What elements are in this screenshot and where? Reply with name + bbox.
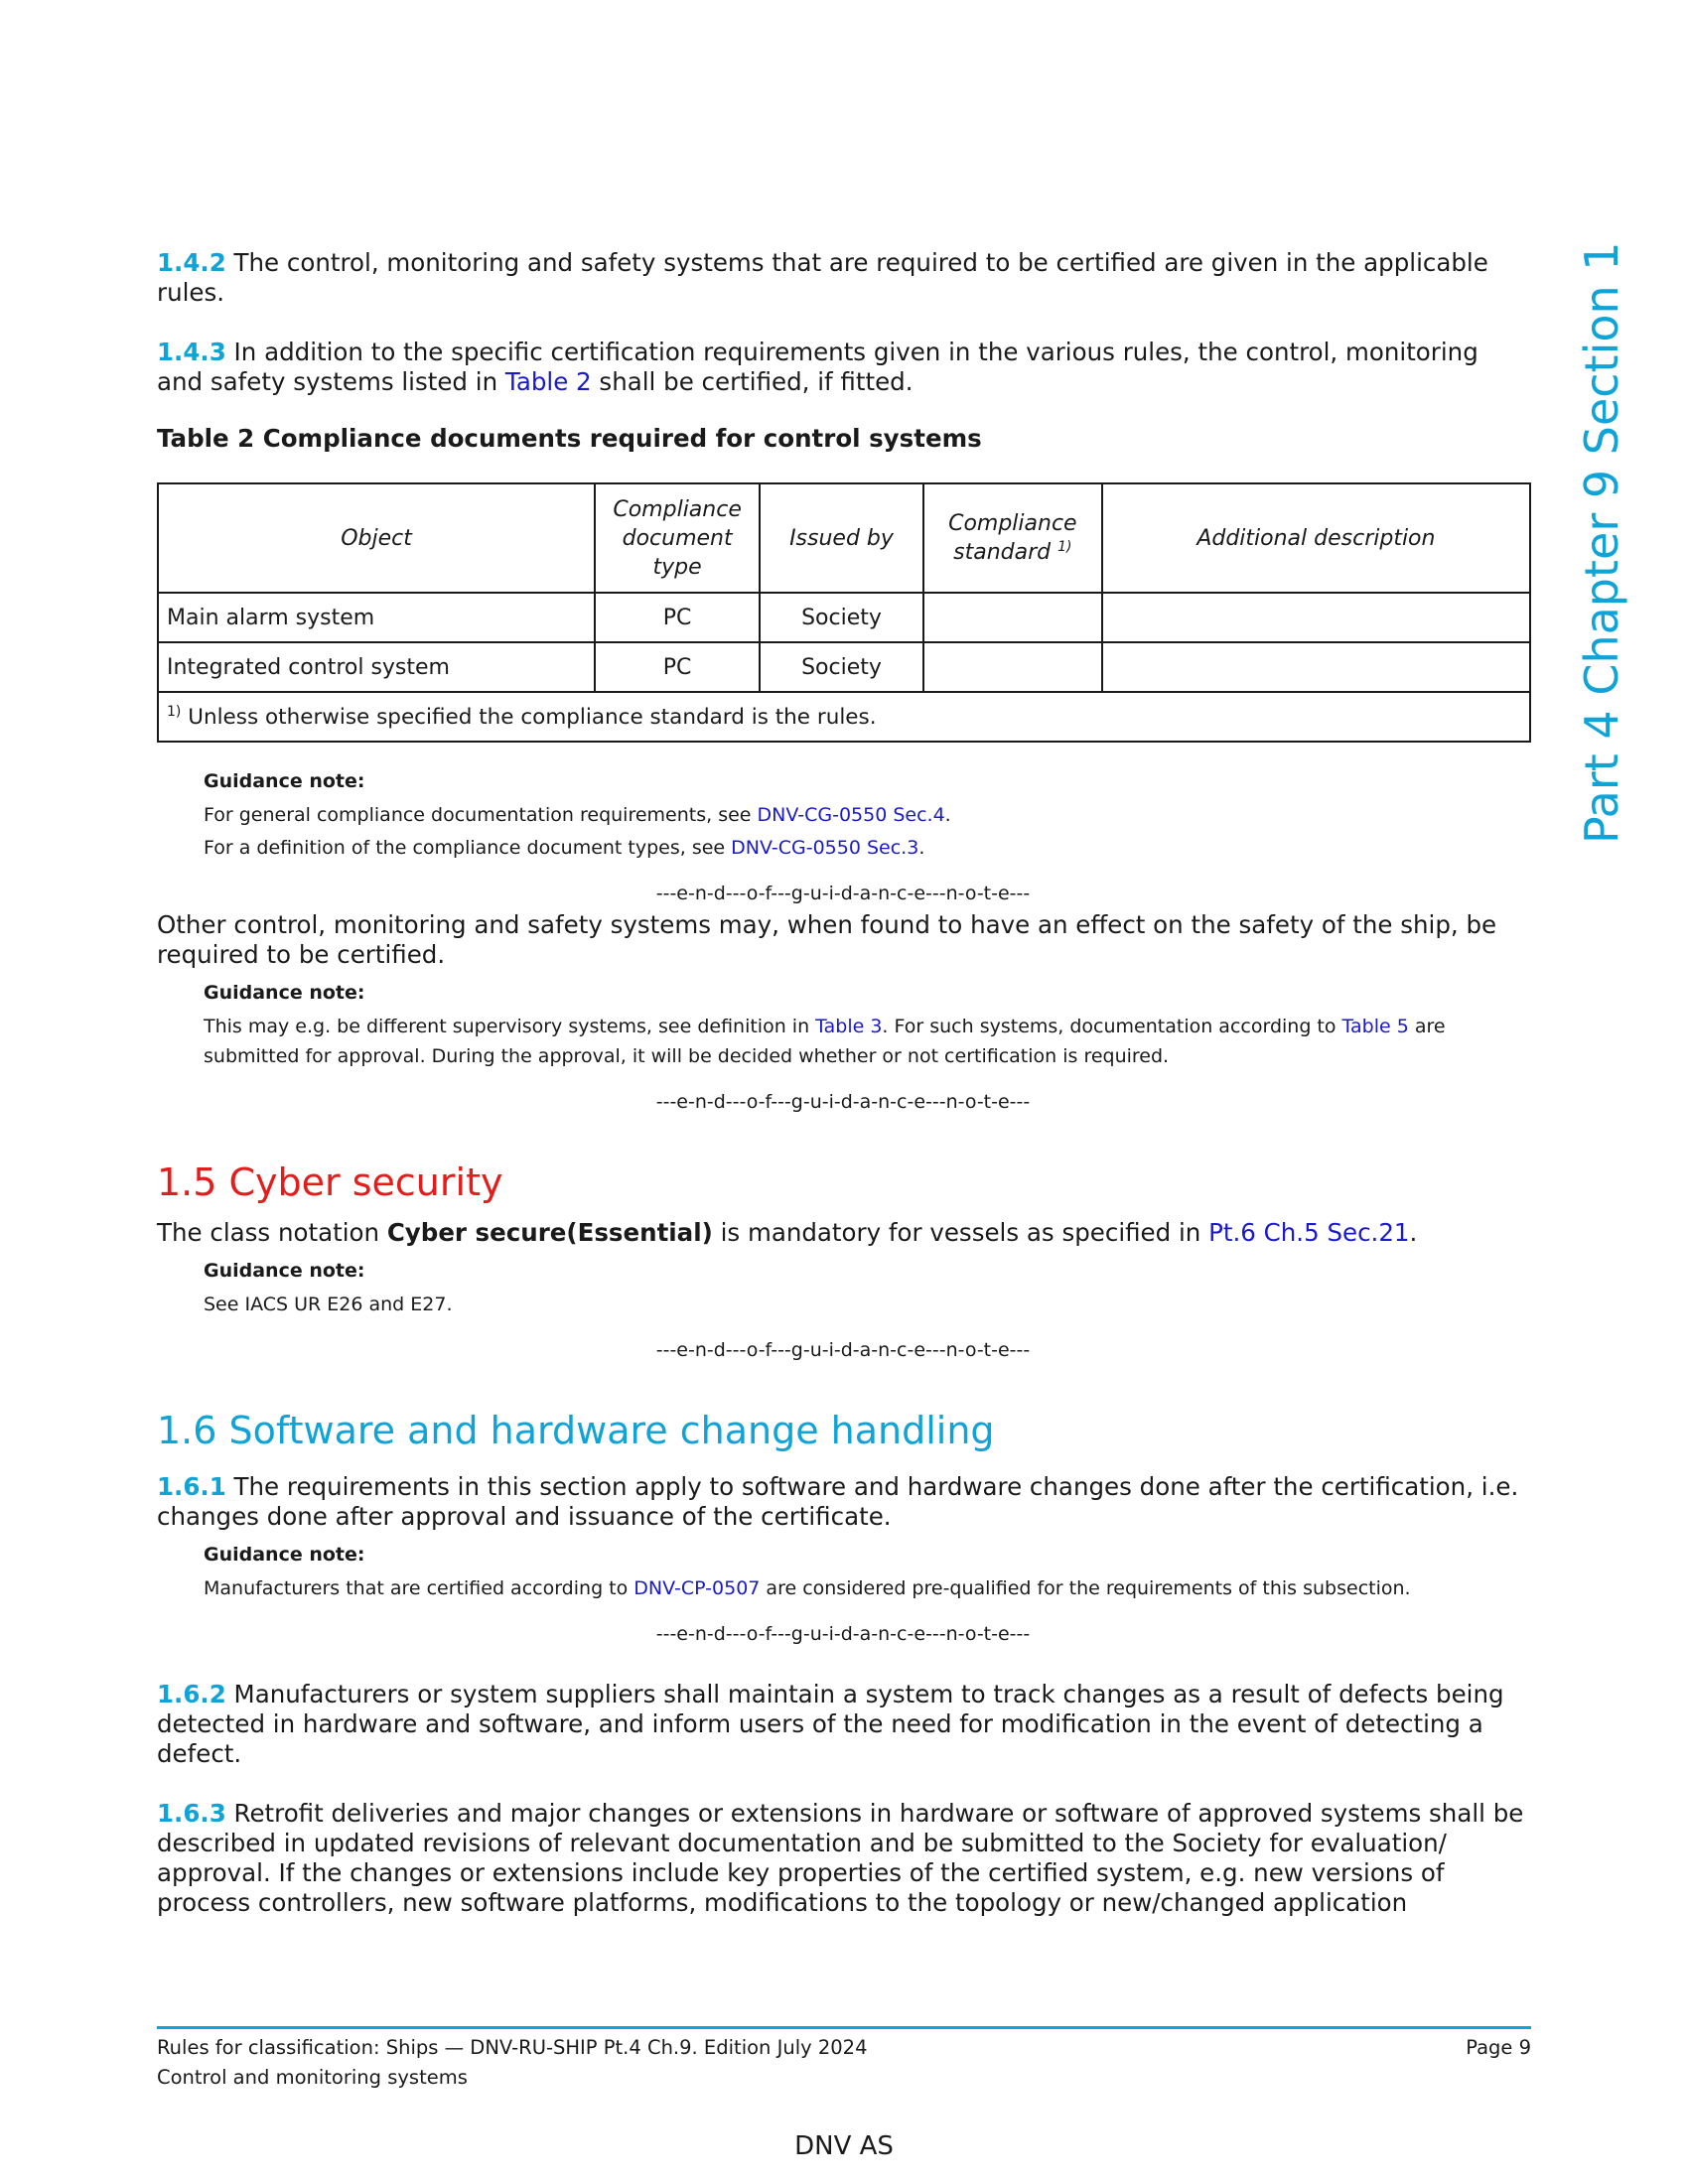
paragraph-text: In addition to the specific certification requirements given in the various rules, the control, monitoring and safety systems listed in bbox=[157, 338, 1478, 396]
page-content bbox=[157, 248, 1529, 1918]
cell-object: Integrated control system bbox=[158, 642, 595, 692]
cell-description bbox=[1102, 593, 1530, 642]
cell-description bbox=[1102, 642, 1530, 692]
section-heading-1-6: 1.6 Software and hardware change handling bbox=[157, 1409, 995, 1452]
paragraph-1-6-1 bbox=[157, 1472, 1529, 1532]
paragraph-text: The control, monitoring and safety systems that are required to be certified are given in the applicable rules. bbox=[157, 248, 1488, 307]
paragraph-1-4-2 bbox=[157, 248, 1529, 308]
table-footnote bbox=[158, 692, 1530, 742]
paragraph-1-5 bbox=[157, 1218, 1529, 1248]
cell-issued-by: Society bbox=[760, 642, 923, 692]
paragraph-other-systems: Other control, monitoring and safety systems may, when found to have an effect on the safety of the ship, be required to be certified. bbox=[157, 910, 1497, 969]
guidance-text: Manufacturers that are certified according to bbox=[204, 1577, 634, 1599]
sidebar-label: Part 4 Chapter 9 Section 1 bbox=[1575, 241, 1628, 844]
clause-number: 1.6.1 bbox=[157, 1472, 226, 1501]
page-number: Page 9 bbox=[1466, 2036, 1531, 2059]
clause-number: 1.6.2 bbox=[157, 1680, 226, 1708]
header-issued-by: Issued by bbox=[760, 483, 923, 593]
header-standard-label: Compliance standard bbox=[948, 511, 1077, 565]
guidance-body bbox=[204, 1012, 1529, 1071]
guidance-text: For a definition of the compliance document types, see bbox=[204, 837, 732, 859]
guidance-body: See IACS UR E26 and E27. bbox=[204, 1294, 453, 1315]
table-2-link[interactable]: Table 2 bbox=[504, 367, 592, 396]
compliance-table bbox=[157, 482, 1531, 743]
header-description: Additional description bbox=[1102, 483, 1530, 593]
guidance-line bbox=[204, 833, 1529, 863]
guidance-text: are submitted for approval. During the approval, it will be decided whether or not certification is required. bbox=[204, 1016, 1446, 1067]
table-row bbox=[158, 642, 1530, 692]
cell-doc-type: PC bbox=[595, 642, 760, 692]
paragraph-1-6-2 bbox=[157, 1680, 1529, 1769]
paragraph-text: . bbox=[1409, 1218, 1418, 1247]
paragraph-text: is mandatory for vessels as specified in bbox=[712, 1218, 1209, 1247]
guidance-note-title: Guidance note: bbox=[204, 1260, 365, 1282]
cell-issued-by: Society bbox=[760, 593, 923, 642]
guidance-text: . For such systems, documentation according to bbox=[882, 1016, 1342, 1037]
footnote-ref: 1) bbox=[1057, 539, 1072, 555]
table-header-row bbox=[158, 483, 1530, 593]
header-standard bbox=[923, 483, 1102, 593]
guidance-note-end: ---e-n-d---o-f---g-u-i-d-a-n-c-e---n-o-t-e--- bbox=[655, 1339, 1031, 1361]
paragraph-1-6-3 bbox=[157, 1799, 1529, 1918]
paragraph-text: Manufacturers or system suppliers shall maintain a system to track changes as a result of defects being detected in hardware and software, and inform users of the need for modification in the event of detecting a defect. bbox=[157, 1680, 1504, 1768]
table-row bbox=[158, 593, 1530, 642]
footnote-mark: 1) bbox=[167, 703, 182, 720]
guidance-text: are considered pre-qualified for the requirements of this subsection. bbox=[760, 1577, 1411, 1599]
guidance-text: This may e.g. be different supervisory systems, see definition in bbox=[204, 1016, 816, 1037]
guidance-body bbox=[204, 1573, 1529, 1603]
guidance-note-title: Guidance note: bbox=[204, 770, 365, 792]
clause-number: 1.4.3 bbox=[157, 338, 226, 366]
guidance-note bbox=[204, 978, 1529, 1071]
guidance-line bbox=[204, 800, 1529, 830]
clause-number: 1.4.2 bbox=[157, 248, 226, 277]
pt6-ch5-sec21-link[interactable]: Pt.6 Ch.5 Sec.21 bbox=[1208, 1218, 1410, 1247]
guidance-text: For general compliance documentation requirements, see bbox=[204, 804, 758, 826]
table-5-link[interactable]: Table 5 bbox=[1341, 1016, 1409, 1037]
paragraph-text: Retrofit deliveries and major changes or extensions in hardware or software of approved systems shall be described in updated revisions of relevant documentation and be submitted to the Society for evaluation/ approval. If the changes or extensions include key properties of the certified system, e.g. new versions of process controllers, new software platforms, modifications to the topology or new/changed application bbox=[157, 1799, 1524, 1917]
guidance-note-end: ---e-n-d---o-f---g-u-i-d-a-n-c-e---n-o-t-e--- bbox=[655, 883, 1031, 904]
footer-divider bbox=[157, 2026, 1531, 2029]
cell-standard bbox=[923, 642, 1102, 692]
table-footnote-row bbox=[158, 692, 1530, 742]
cell-standard bbox=[923, 593, 1102, 642]
footnote-text: Unless otherwise specified the compliance standard is the rules. bbox=[181, 704, 877, 730]
dnv-cg-0550-sec4-link[interactable]: DNV-CG-0550 Sec.4 bbox=[757, 804, 945, 826]
footer-document-title: Rules for classification: Ships — DNV-RU-SHIP Pt.4 Ch.9. Edition July 2024 bbox=[157, 2036, 868, 2059]
guidance-text: . bbox=[918, 837, 925, 859]
guidance-note-title: Guidance note: bbox=[204, 1544, 365, 1566]
footer-chapter-title: Control and monitoring systems bbox=[157, 2066, 468, 2089]
publisher-name: DNV AS bbox=[794, 2131, 894, 2161]
paragraph-text: The class notation bbox=[157, 1218, 387, 1247]
table-title: Table 2 Compliance documents required for control systems bbox=[157, 424, 982, 453]
guidance-note-end: ---e-n-d---o-f---g-u-i-d-a-n-c-e---n-o-t-e--- bbox=[655, 1091, 1031, 1113]
guidance-text: . bbox=[944, 804, 951, 826]
guidance-note bbox=[204, 766, 1529, 863]
cell-doc-type: PC bbox=[595, 593, 760, 642]
paragraph-1-4-3 bbox=[157, 338, 1529, 397]
dnv-cg-0550-sec3-link[interactable]: DNV-CG-0550 Sec.3 bbox=[731, 837, 919, 859]
guidance-note-end: ---e-n-d---o-f---g-u-i-d-a-n-c-e---n-o-t-e--- bbox=[655, 1623, 1031, 1645]
header-doc-type: Compliance document type bbox=[595, 483, 760, 593]
section-heading-1-5: 1.5 Cyber security bbox=[157, 1160, 503, 1204]
class-notation: Cyber secure(Essential) bbox=[386, 1218, 713, 1247]
paragraph-text: shall be certified, if fitted. bbox=[591, 367, 914, 396]
cell-object: Main alarm system bbox=[158, 593, 595, 642]
guidance-note bbox=[204, 1256, 1529, 1319]
footer-line-1 bbox=[157, 2035, 1531, 2061]
footer-line-2 bbox=[157, 2065, 1531, 2091]
clause-number: 1.6.3 bbox=[157, 1799, 226, 1828]
header-object: Object bbox=[158, 483, 595, 593]
table-3-link[interactable]: Table 3 bbox=[815, 1016, 883, 1037]
guidance-note bbox=[204, 1540, 1529, 1603]
dnv-cp-0507-link[interactable]: DNV-CP-0507 bbox=[633, 1577, 761, 1599]
paragraph-text: The requirements in this section apply to software and hardware changes done after the certification, i.e. changes done after approval and issuance of the certificate. bbox=[157, 1472, 1519, 1531]
guidance-note-title: Guidance note: bbox=[204, 982, 365, 1004]
